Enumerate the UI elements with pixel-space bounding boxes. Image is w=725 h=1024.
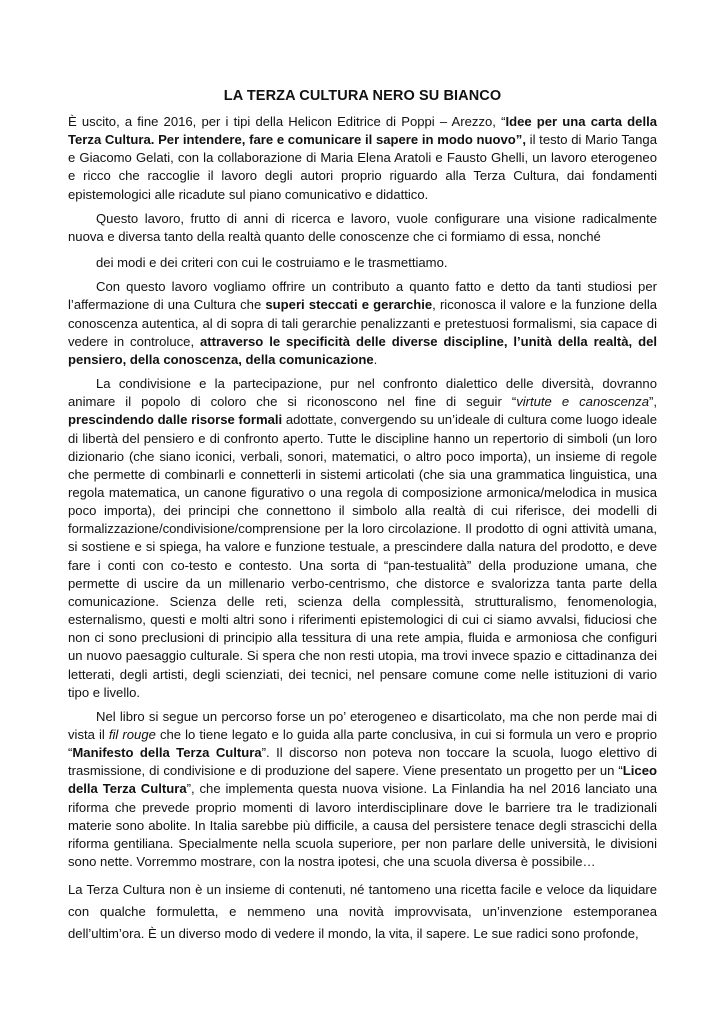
paragraph-third-culture: La Terza Cultura non è un insieme di contenuti, né tantomeno una ricetta facile e veloce da liquidare con qualche formuletta, e nemmeno una novità improvvisata, un’invenzione estemporanea dell’ultim’ora. È un diverso modo di vedere il mondo, la vita, il sapere. Le sue radici sono profonde, xyxy=(68,882,657,942)
paragraph-work-vision: Questo lavoro, frutto di anni di ricerca e lavoro, vuole configurare una visione radicalmente nuova e diversa tanto della realtà quanto delle conoscenze che ci formiamo di essa, nonché xyxy=(68,210,657,244)
paragraph-methods: dei modi e dei criteri con cui le costruiamo e le trasmettiamo. xyxy=(96,255,448,271)
paragraph-book-path xyxy=(68,708,657,871)
bold-phrase: Manifesto della Terza Cultura xyxy=(72,745,262,761)
document-title: LA TERZA CULTURA NERO SU BIANCO xyxy=(223,88,502,104)
bold-phrase: superi steccati e gerarchie xyxy=(265,297,433,313)
text-run: ”, che implementa questa nuova visione. La Finlandia ha nel 2016 lanciato una riforma che prevede proprio momenti di lavoro interdisciplinare dove le barriere tra le tradizionali materie sono abolite. In Italia sarebbe più difficile, a causa del persistere tenace degli strascichi della riforma gentiliana. Specialmente nella scuola superiore, per non parlare delle università, le divisioni sono nette. Vorremmo mostrare, con la nostra ipotesi, che una scuola diversa è possibile… xyxy=(68,781,657,870)
text-run: che lo tiene legato e lo guida alla parte conclusiva, in cui si formula un vero e proprio “ xyxy=(68,727,657,761)
bold-phrase: Liceo della Terza Cultura xyxy=(68,763,657,797)
bold-phrase: attraverso le specificità delle diverse discipline, l’unità della realtà, del pensiero, della conoscenza, della comunicazione xyxy=(68,333,657,367)
text-run: . xyxy=(373,351,378,367)
text-run: È uscito, a fine 2016, per i tipi della Helicon Editrice di Poppi – Arezzo, “ xyxy=(68,114,506,129)
italic-phrase: fil rouge xyxy=(108,727,156,742)
text-run: ”. Il discorso non poteva non toccare la scuola, luogo elettivo di trasmissione, di condivisione e di produzione del sapere. Viene presentato un progetto per un “ xyxy=(68,745,658,779)
text-run: adottate, convergendo su un’ideale di cultura come luogo ideale di libertà del pensiero e di confronto aperto. Tutte le discipline hanno un repertorio di simboli (un loro dizionario (che siano iconici, verbali, sonori, matematici, o altro poco importa), un insieme di regole che permette di combinarli e connetterli in sistemi articolati (che sia una grammatica linguistica, una regola matematica, un canone figurativo o una regola di composizione armonica/melodica in musica poco importa), dei principi che connettono il simbolo alla realtà di cui riferisce, dei modelli di formalizzazione/condivisione/comprensione per la loro circolazione. Il prodotto di ogni attività umana, si sostiene e si spiega, ha valore e funzione testuale, a prescindere dalla natura del prodotto, e deve fare i conti con co-testo e contesto. Una sorta di “pan-testualità” della produzione umana, che permette di uscire da un millenario verbo-centrismo, che distorce e svalorizza tanta parte della comunicazione. Scienza delle reti, scienza della complessità, strutturalismo, fenomenologia, esternalismo, questi e molti altri sono i riferimenti epistemologici di cui ci siamo avvalsi, fiduciosi che non ci sono preclusioni di principio alla tessitura di una rete ampia, fluida e armoniosa che configuri un nuovo paesaggio culturale. Si spera che non resti utopia, ma trovi invece spazio e cittadinanza dei letterati, degli artisti, degli scienziati, dei tecnici, nel pensare comune come nelle istituzioni di vario tipo e livello. xyxy=(68,412,657,700)
text-run: Con questo lavoro vogliamo offrire un contributo a quanto fatto e detto da tanti studiosi per l’affermazione di una Cultura che xyxy=(68,279,657,313)
book-title-bold: Idee per una carta della Terza Cultura. Per intendere, fare e comunicare il sapere in modo nuovo”, xyxy=(68,114,658,148)
italic-phrase: virtute e canoscenza xyxy=(516,394,649,410)
text-run: La condivisione e la partecipazione, pur nel confronto dialettico delle diversità, dovranno animare il popolo di coloro che si riconoscono nel fine di seguir “ xyxy=(68,376,657,410)
paragraph-contribution xyxy=(68,278,657,369)
text-run: ”, xyxy=(649,394,657,410)
document-page xyxy=(68,88,657,945)
bold-phrase: prescindendo dalle risorse formali xyxy=(68,412,283,428)
paragraph-intro xyxy=(68,113,657,204)
text-run: il testo di Mario Tanga e Giacomo Gelati, con la collaborazione di Maria Elena Aratoli e Fausto Ghelli, un lavoro eterogeneo e ricco che raccoglie il lavoro degli autori proprio riguardo alla Terza Cultura, dai fondamenti epistemologici alle ricadute sul piano comunicativo e didattico. xyxy=(68,132,657,202)
text-run: Nel libro si segue un percorso forse un po’ eterogeneo e disarticolato, ma che non perde mai di vista il xyxy=(68,708,657,742)
paragraph-sharing xyxy=(68,375,657,702)
text-run: , riconosca il valore e la funzione della conoscenza autentica, al di sopra di tali gerarchie penalizzanti e pretestuosi formalismi, sia capace di vedere in controluce, xyxy=(68,297,658,349)
